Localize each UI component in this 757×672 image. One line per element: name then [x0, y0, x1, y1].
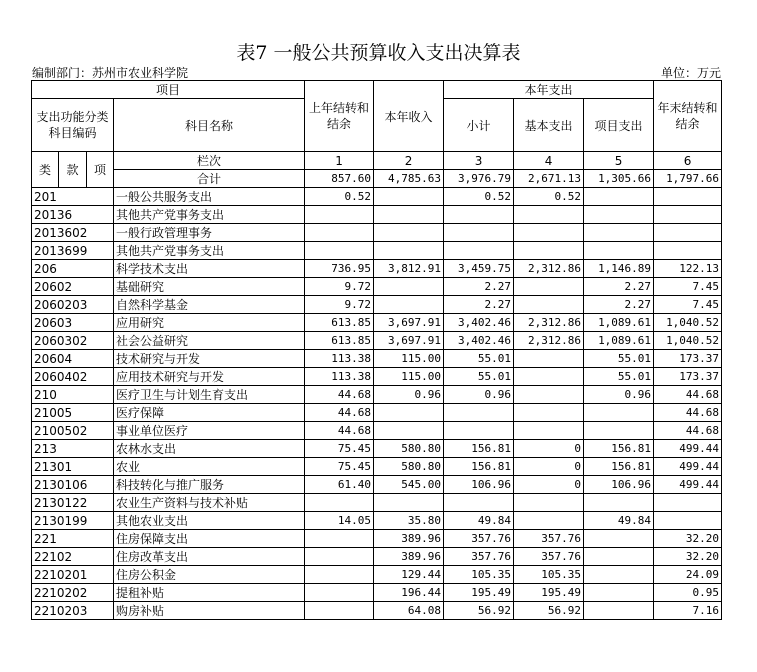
- table-row: [32, 350, 722, 368]
- table-row: [32, 494, 722, 512]
- row-value: [374, 494, 444, 512]
- row-value: 113.38: [305, 350, 374, 368]
- row-value: 0.96: [584, 386, 654, 404]
- table-row: [32, 422, 722, 440]
- row-value: [584, 206, 654, 224]
- row-code: 2060302: [32, 332, 114, 350]
- col-num: 4: [514, 152, 584, 170]
- row-value: 49.84: [584, 512, 654, 530]
- row-value: 44.68: [654, 386, 722, 404]
- table-row: [32, 368, 722, 386]
- row-value: 499.44: [654, 440, 722, 458]
- total-value: 1,305.66: [584, 170, 654, 188]
- header-kuan: 款: [59, 152, 87, 188]
- row-value: 9.72: [305, 278, 374, 296]
- row-value: 56.92: [514, 602, 584, 620]
- row-value: 3,697.91: [374, 332, 444, 350]
- row-value: 105.35: [514, 566, 584, 584]
- row-value: [584, 566, 654, 584]
- table-row: [32, 188, 722, 206]
- row-code: 206: [32, 260, 114, 278]
- col-num: 1: [305, 152, 374, 170]
- row-value: 129.44: [374, 566, 444, 584]
- row-value: [374, 422, 444, 440]
- row-value: 357.76: [514, 530, 584, 548]
- row-value: 3,459.75: [444, 260, 514, 278]
- row-value: 357.76: [444, 548, 514, 566]
- row-code: 20603: [32, 314, 114, 332]
- total-value: 1,797.66: [654, 170, 722, 188]
- page-title: 表7 一般公共预算收入支出决算表: [236, 42, 521, 64]
- row-subject-name: 农林水支出: [114, 440, 305, 458]
- row-value: 1,146.89: [584, 260, 654, 278]
- row-value: 7.16: [654, 602, 722, 620]
- row-value: 196.44: [374, 584, 444, 602]
- row-code: 2013699: [32, 242, 114, 260]
- row-value: 1,040.52: [654, 314, 722, 332]
- row-value: 55.01: [584, 350, 654, 368]
- row-subject-name: 其他共产党事务支出: [114, 242, 305, 260]
- row-value: [584, 224, 654, 242]
- row-code: 210: [32, 386, 114, 404]
- row-value: [305, 602, 374, 620]
- row-value: 3,812.91: [374, 260, 444, 278]
- row-value: 64.08: [374, 602, 444, 620]
- row-value: [444, 404, 514, 422]
- row-subject-name: 一般公共服务支出: [114, 188, 305, 206]
- row-subject-name: 基础研究: [114, 278, 305, 296]
- row-code: 21005: [32, 404, 114, 422]
- row-value: 1,089.61: [584, 332, 654, 350]
- row-value: 156.81: [444, 440, 514, 458]
- row-value: 2.27: [444, 296, 514, 314]
- row-code: 2060203: [32, 296, 114, 314]
- row-code: 213: [32, 440, 114, 458]
- table-row: [32, 224, 722, 242]
- unit-org: 编制部门：苏州市农业科学院: [32, 66, 189, 80]
- row-code: 20602: [32, 278, 114, 296]
- row-value: [514, 278, 584, 296]
- header-column-label: 栏次: [114, 152, 305, 170]
- row-code: 201: [32, 188, 114, 206]
- row-value: 0.96: [374, 386, 444, 404]
- row-subject-name: 技术研究与开发: [114, 350, 305, 368]
- table-row: [32, 566, 722, 584]
- row-value: [584, 530, 654, 548]
- row-value: [584, 422, 654, 440]
- row-value: 357.76: [514, 548, 584, 566]
- row-value: 2,312.86: [514, 332, 584, 350]
- row-value: 35.80: [374, 512, 444, 530]
- total-value: 857.60: [305, 170, 374, 188]
- row-value: [584, 584, 654, 602]
- row-value: [654, 206, 722, 224]
- header-last-year: 上年结转和结余: [305, 81, 374, 152]
- row-value: 106.96: [584, 476, 654, 494]
- col-num: 6: [654, 152, 722, 170]
- row-value: [305, 494, 374, 512]
- header-project-exp: 项目支出: [584, 99, 654, 152]
- row-value: [584, 188, 654, 206]
- table-row: [32, 584, 722, 602]
- row-value: 0.95: [654, 584, 722, 602]
- row-value: 0: [514, 458, 584, 476]
- row-value: 7.45: [654, 278, 722, 296]
- row-value: 1,040.52: [654, 332, 722, 350]
- row-value: [374, 296, 444, 314]
- header-expense-group: 本年支出: [444, 81, 654, 99]
- row-value: [514, 404, 584, 422]
- row-code: 21301: [32, 458, 114, 476]
- row-value: 0.52: [444, 188, 514, 206]
- row-subject-name: 科技转化与推广服务: [114, 476, 305, 494]
- row-value: 105.35: [444, 566, 514, 584]
- row-value: 44.68: [305, 404, 374, 422]
- row-code: 221: [32, 530, 114, 548]
- row-value: 580.80: [374, 440, 444, 458]
- row-value: 3,697.91: [374, 314, 444, 332]
- col-num: 2: [374, 152, 444, 170]
- row-subject-name: 其他共产党事务支出: [114, 206, 305, 224]
- total-value: 4,785.63: [374, 170, 444, 188]
- row-value: [305, 206, 374, 224]
- row-value: 2.27: [584, 278, 654, 296]
- row-value: 122.13: [654, 260, 722, 278]
- row-value: 115.00: [374, 350, 444, 368]
- row-value: [374, 188, 444, 206]
- row-value: [374, 278, 444, 296]
- table-row: [32, 332, 722, 350]
- row-value: 499.44: [654, 458, 722, 476]
- row-value: 32.20: [654, 530, 722, 548]
- row-value: [444, 224, 514, 242]
- row-value: [584, 548, 654, 566]
- row-value: 55.01: [444, 368, 514, 386]
- row-subject-name: 住房保障支出: [114, 530, 305, 548]
- row-value: [444, 242, 514, 260]
- row-value: [584, 602, 654, 620]
- row-value: 156.81: [444, 458, 514, 476]
- row-value: 75.45: [305, 440, 374, 458]
- header-income: 本年收入: [374, 81, 444, 152]
- row-value: 156.81: [584, 440, 654, 458]
- budget-table: [31, 80, 722, 620]
- row-value: 2,312.86: [514, 260, 584, 278]
- row-subject-name: 应用技术研究与开发: [114, 368, 305, 386]
- row-subject-name: 科学技术支出: [114, 260, 305, 278]
- row-value: [654, 188, 722, 206]
- row-value: 113.38: [305, 368, 374, 386]
- row-value: [584, 242, 654, 260]
- row-value: 499.44: [654, 476, 722, 494]
- col-num: 5: [584, 152, 654, 170]
- row-value: 14.05: [305, 512, 374, 530]
- row-value: [514, 206, 584, 224]
- row-value: 44.68: [305, 386, 374, 404]
- row-value: 106.96: [444, 476, 514, 494]
- row-value: 49.84: [444, 512, 514, 530]
- row-value: [305, 224, 374, 242]
- row-subject-name: 提租补贴: [114, 584, 305, 602]
- row-subject-name: 应用研究: [114, 314, 305, 332]
- row-code: 20136: [32, 206, 114, 224]
- total-value: 3,976.79: [444, 170, 514, 188]
- row-value: 9.72: [305, 296, 374, 314]
- row-subject-name: 一般行政管理事务: [114, 224, 305, 242]
- table-row: [32, 602, 722, 620]
- unit-label: 单位：万元: [660, 66, 721, 80]
- row-value: 32.20: [654, 548, 722, 566]
- table-row: [32, 278, 722, 296]
- row-subject-name: 医疗保障: [114, 404, 305, 422]
- row-code: 2013602: [32, 224, 114, 242]
- row-value: 61.40: [305, 476, 374, 494]
- row-subject-name: 自然科学基金: [114, 296, 305, 314]
- header-basic: 基本支出: [514, 99, 584, 152]
- col-num: 3: [444, 152, 514, 170]
- table-row: [32, 404, 722, 422]
- row-value: 56.92: [444, 602, 514, 620]
- row-value: [514, 350, 584, 368]
- row-value: 173.37: [654, 368, 722, 386]
- row-value: [444, 206, 514, 224]
- total-label: 合计: [114, 170, 305, 188]
- header-func-code: 支出功能分类科目编码: [32, 99, 114, 152]
- table-row: [32, 548, 722, 566]
- row-code: 2210202: [32, 584, 114, 602]
- row-value: [654, 242, 722, 260]
- row-subject-name: 农业: [114, 458, 305, 476]
- row-subject-name: 住房公积金: [114, 566, 305, 584]
- row-value: [514, 242, 584, 260]
- row-value: [444, 494, 514, 512]
- header-subtotal: 小计: [444, 99, 514, 152]
- row-code: 2100502: [32, 422, 114, 440]
- table-row: [32, 530, 722, 548]
- row-value: [514, 494, 584, 512]
- row-value: 156.81: [584, 458, 654, 476]
- row-value: 3,402.46: [444, 332, 514, 350]
- row-code: 22102: [32, 548, 114, 566]
- row-value: 0.96: [444, 386, 514, 404]
- table-row: [32, 512, 722, 530]
- header-project: 项目: [32, 81, 305, 99]
- row-value: [374, 206, 444, 224]
- total-value: 2,671.13: [514, 170, 584, 188]
- row-subject-name: 农业生产资料与技术补贴: [114, 494, 305, 512]
- row-value: 613.85: [305, 314, 374, 332]
- row-value: 44.68: [654, 404, 722, 422]
- row-value: 580.80: [374, 458, 444, 476]
- row-value: 0.52: [305, 188, 374, 206]
- header-xiang: 项: [87, 152, 114, 188]
- row-value: [514, 512, 584, 530]
- row-value: 55.01: [584, 368, 654, 386]
- row-value: [305, 548, 374, 566]
- row-subject-name: 购房补贴: [114, 602, 305, 620]
- row-value: [514, 296, 584, 314]
- table-row: [32, 440, 722, 458]
- table-row: [32, 242, 722, 260]
- row-value: [305, 242, 374, 260]
- row-value: [514, 224, 584, 242]
- row-code: 2130199: [32, 512, 114, 530]
- row-value: [374, 224, 444, 242]
- row-code: 2130106: [32, 476, 114, 494]
- header-subject-name: 科目名称: [114, 99, 305, 152]
- header-year-end: 年末结转和结余: [654, 81, 722, 152]
- row-value: 2.27: [444, 278, 514, 296]
- row-value: 2,312.86: [514, 314, 584, 332]
- row-subject-name: 事业单位医疗: [114, 422, 305, 440]
- row-value: 3,402.46: [444, 314, 514, 332]
- row-value: 24.09: [654, 566, 722, 584]
- row-value: 195.49: [444, 584, 514, 602]
- table-row: [32, 386, 722, 404]
- row-value: 1,089.61: [584, 314, 654, 332]
- row-value: 389.96: [374, 530, 444, 548]
- row-value: 0: [514, 440, 584, 458]
- table-row: [32, 314, 722, 332]
- row-value: 0.52: [514, 188, 584, 206]
- table-row: [32, 260, 722, 278]
- row-value: [374, 404, 444, 422]
- row-value: 44.68: [654, 422, 722, 440]
- row-value: 2.27: [584, 296, 654, 314]
- row-subject-name: 社会公益研究: [114, 332, 305, 350]
- row-value: 545.00: [374, 476, 444, 494]
- row-value: [584, 494, 654, 512]
- row-value: [374, 242, 444, 260]
- row-value: [654, 494, 722, 512]
- row-value: 173.37: [654, 350, 722, 368]
- row-value: [305, 530, 374, 548]
- row-value: [514, 386, 584, 404]
- row-value: [514, 368, 584, 386]
- row-value: 75.45: [305, 458, 374, 476]
- row-value: 44.68: [305, 422, 374, 440]
- table-row: [32, 296, 722, 314]
- row-value: 7.45: [654, 296, 722, 314]
- table-row: [32, 476, 722, 494]
- row-value: 115.00: [374, 368, 444, 386]
- row-code: 2130122: [32, 494, 114, 512]
- row-value: [444, 422, 514, 440]
- row-code: 2210201: [32, 566, 114, 584]
- row-value: 389.96: [374, 548, 444, 566]
- row-value: [305, 566, 374, 584]
- row-value: 357.76: [444, 530, 514, 548]
- row-value: 613.85: [305, 332, 374, 350]
- row-code: 2060402: [32, 368, 114, 386]
- row-value: [305, 584, 374, 602]
- row-subject-name: 医疗卫生与计划生育支出: [114, 386, 305, 404]
- row-code: 2210203: [32, 602, 114, 620]
- row-value: [584, 404, 654, 422]
- row-code: 20604: [32, 350, 114, 368]
- row-value: 0: [514, 476, 584, 494]
- row-value: [654, 224, 722, 242]
- row-value: 736.95: [305, 260, 374, 278]
- table-row: [32, 458, 722, 476]
- row-value: 55.01: [444, 350, 514, 368]
- row-subject-name: 其他农业支出: [114, 512, 305, 530]
- row-subject-name: 住房改革支出: [114, 548, 305, 566]
- header-lei: 类: [32, 152, 59, 188]
- row-value: [514, 422, 584, 440]
- row-value: [654, 512, 722, 530]
- table-row: [32, 206, 722, 224]
- row-value: 195.49: [514, 584, 584, 602]
